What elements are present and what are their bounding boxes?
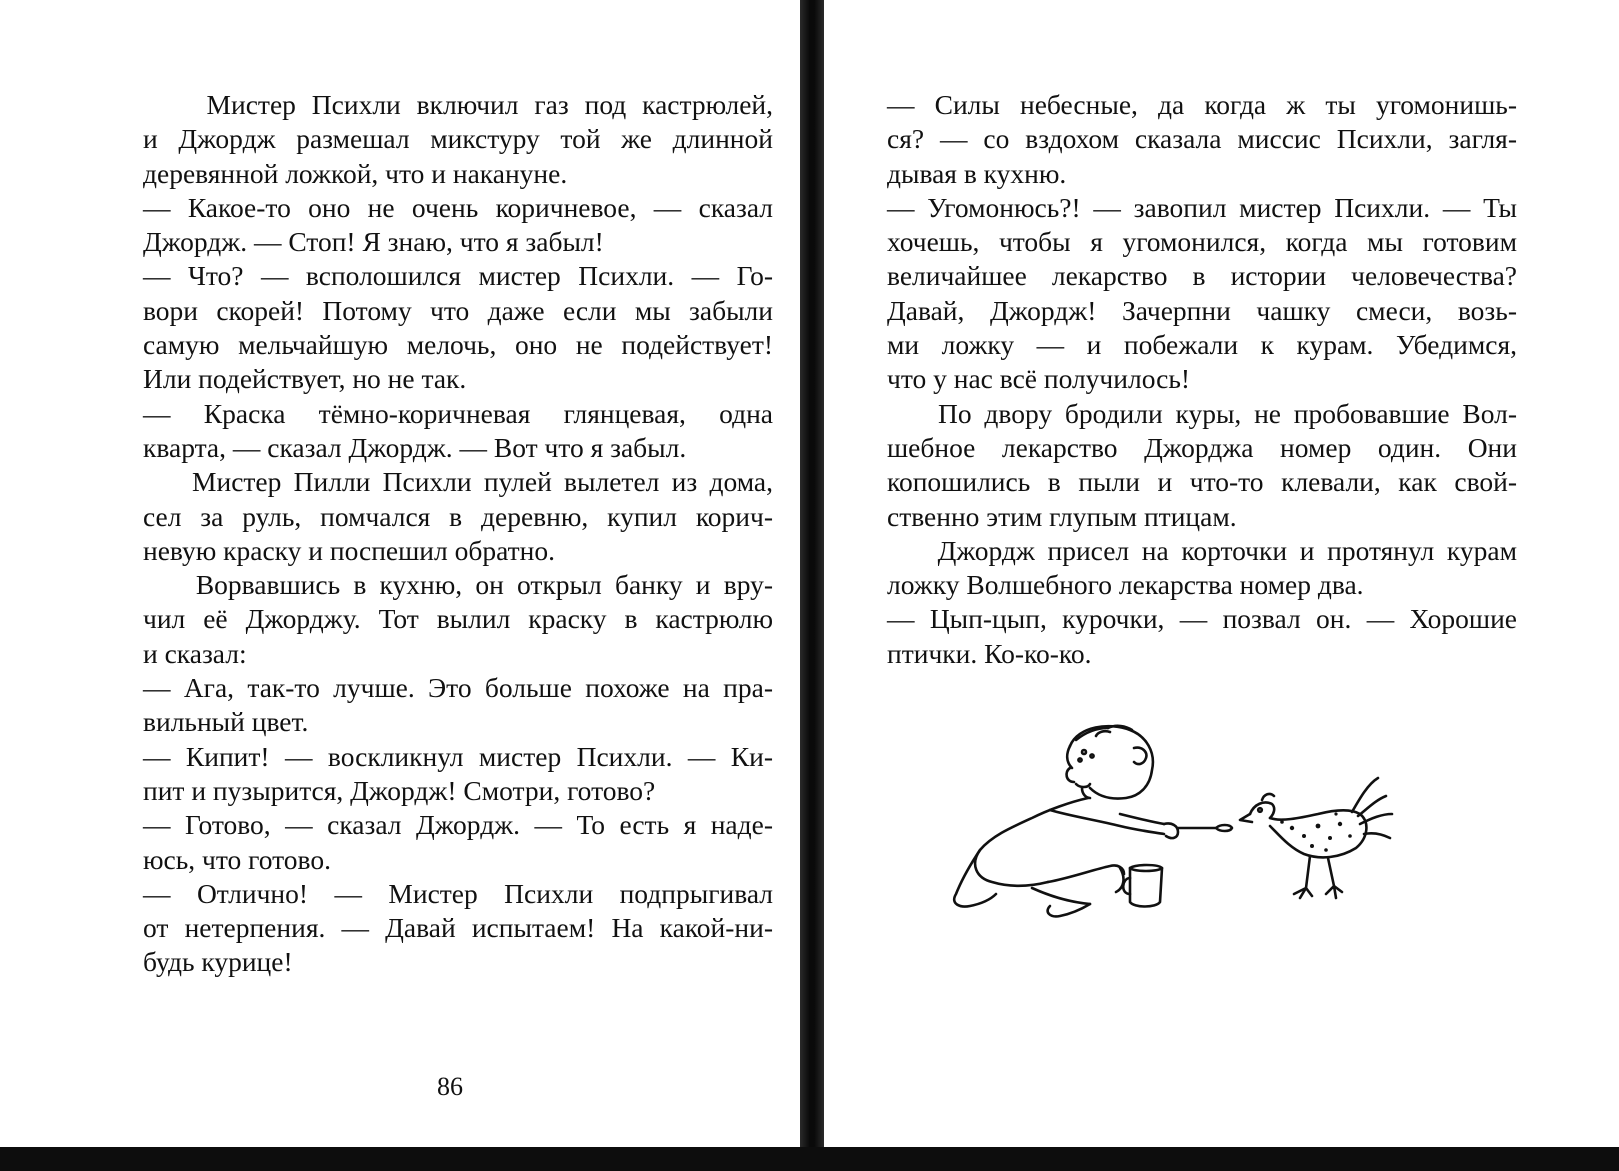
text-line: самую мельчайшую мелочь, оно не подействует! bbox=[143, 329, 773, 361]
text-line: — Угомонюсь?! — завопил мистер Психли. — Ты bbox=[887, 191, 1517, 223]
boy-feeding-chicken-illustration bbox=[920, 718, 1480, 938]
text-line: что у нас всё получилось! bbox=[887, 363, 1191, 395]
text-line: пит и пузырится, Джордж! Смотри, готово? bbox=[143, 774, 656, 806]
page-number: 86 bbox=[437, 1072, 463, 1101]
text-line: Джордж присел на корточки и протянул курам bbox=[887, 534, 1517, 566]
left-page bbox=[0, 0, 800, 1150]
text-line: — Готово, — сказал Джордж. — То есть я наде- bbox=[143, 809, 773, 841]
text-line: хочешь, чтобы я угомонился, когда мы готовим bbox=[887, 226, 1517, 258]
text-line: шебное лекарство Джорджа номер один. Они bbox=[887, 431, 1517, 463]
text-line: от нетерпения. — Давай испытаем! На какой-ни- bbox=[143, 912, 773, 944]
text-line: и Джордж размешал микстуру той же длинной bbox=[143, 123, 773, 155]
text-line: Джордж. — Стоп! Я знаю, что я забыл! bbox=[143, 226, 604, 258]
text-line: — Какое-то оно не очень коричневое, — сказал bbox=[143, 191, 773, 223]
text-line: — Цып-цып, курочки, — позвал он. — Хорошие bbox=[887, 603, 1517, 635]
text-line: Мистер Пилли Психли пулей вылетел из дома, bbox=[143, 466, 773, 498]
text-line: птички. Ко-ко-ко. bbox=[887, 637, 1092, 669]
right-page-text bbox=[887, 88, 1517, 671]
text-line: — Что? — всполошился мистер Психли. — Го- bbox=[143, 260, 773, 292]
text-line: — Отлично! — Мистер Психли подпрыгивал bbox=[143, 877, 773, 909]
boy-drawing bbox=[954, 726, 1232, 917]
text-line: чил её Джорджу. Тот вылил краску в кастрюлю bbox=[143, 603, 773, 635]
text-line: сел за руль, помчался в деревню, купил корич- bbox=[143, 500, 773, 532]
text-line: Ворвавшись в кухню, он открыл банку и вру- bbox=[143, 569, 773, 601]
text-line: ложку Волшебного лекарства номер два. bbox=[887, 569, 1364, 601]
text-line: деревянной ложкой, что и накануне. bbox=[143, 157, 568, 189]
text-line: — Кипит! — воскликнул мистер Психли. — Ки- bbox=[143, 740, 773, 772]
text-line: Давай, Джордж! Зачерпни чашку смеси, возь- bbox=[887, 294, 1517, 326]
text-line: копошились в пыли и что-то клевали, как свой- bbox=[887, 466, 1517, 498]
text-line: — Ага, так-то лучше. Это больше похоже на пра- bbox=[143, 672, 773, 704]
text-line: дывая в кухню. bbox=[887, 157, 1067, 189]
text-line: кварта, — сказал Джордж. — Вот что я забыл. bbox=[143, 431, 687, 463]
scan-bottom-edge bbox=[0, 1147, 1619, 1171]
chicken-drawing bbox=[1240, 778, 1392, 898]
right-page bbox=[824, 0, 1619, 1150]
text-line: юсь, что готово. bbox=[143, 843, 331, 875]
text-line: ся? — со вздохом сказала миссис Психли, загля- bbox=[887, 123, 1517, 155]
text-line: Мистер Психли включил газ под кастрюлей, bbox=[143, 89, 773, 120]
text-line: будь курице! bbox=[143, 946, 293, 978]
text-line: невую краску и поспешил обратно. bbox=[143, 534, 555, 566]
text-line: — Силы небесные, да когда ж ты угомонишь- bbox=[887, 89, 1517, 120]
text-line: По двору бродили куры, не пробовавшие Вол- bbox=[887, 397, 1517, 429]
text-line: величайшее лекарство в истории человечества? bbox=[887, 260, 1517, 292]
text-line: Или подействует, но не так. bbox=[143, 363, 467, 395]
text-line: вильный цвет. bbox=[143, 706, 309, 738]
text-line: и сказал: bbox=[143, 637, 247, 669]
text-line: ственно этим глупым птицам. bbox=[887, 500, 1237, 532]
text-line: — Краска тёмно-коричневая глянцевая, одна bbox=[143, 397, 773, 429]
left-page-text bbox=[143, 88, 773, 980]
book-gutter bbox=[800, 0, 824, 1171]
text-line: ми ложку — и побежали к курам. Убедимся, bbox=[887, 329, 1517, 361]
text-line: вори скорей! Потому что даже если мы забыли bbox=[143, 294, 773, 326]
